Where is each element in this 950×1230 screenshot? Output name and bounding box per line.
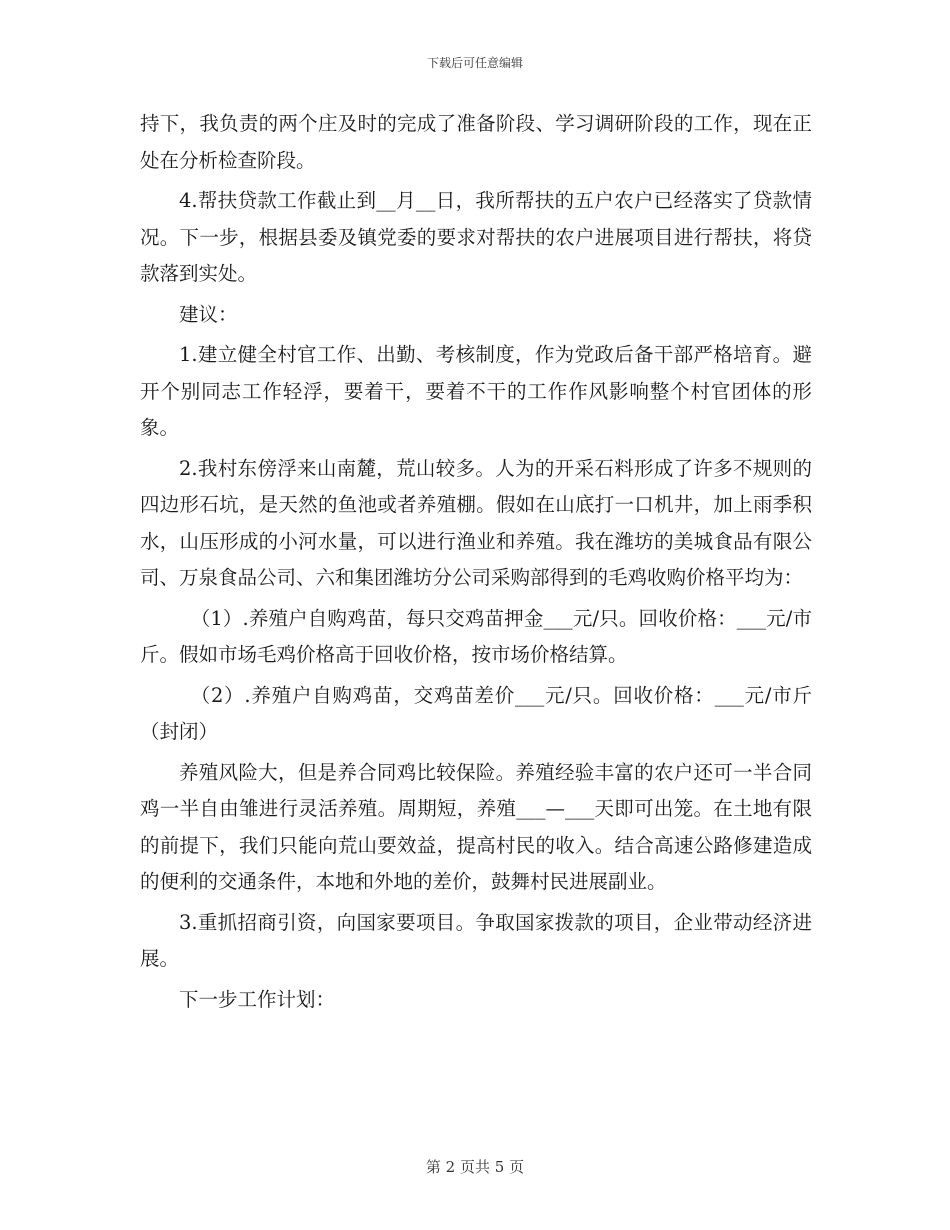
document-body [140,106,812,1018]
paragraph-suggestion-3: 3.重抓招商引资，向国家要项目。争取国家拨款的项目，企业带动经济进展。 [140,910,812,970]
paragraph-suggestion-1: 1.建立健全村官工作、出勤、考核制度，作为党政后备干部严格培育。避开个别同志工作轻浮，要着干，要着不干的工作作风影响整个村官团体的形象。 [140,343,812,439]
paragraph-suggestion-2: 2.我村东傍浮来山南麓，荒山较多。人为的开采石料形成了许多不规则的四边形石坑，是天然的鱼池或者养殖棚。假如在山底打一口机井，加上雨季积水，山压形成的小河水量，可以进行渔业和养殖。我在潍坊的美城食品有限公司、万泉食品公司、六和集团潍坊分公司采购部得到的毛鸡收购价格平均为： [140,456,812,589]
paragraph-pricing-option-2: （2）.养殖户自购鸡苗，交鸡苗差价___元/只。回收价格：___元/市斤（封闭） [140,683,812,743]
page-header: 下载后可任意编辑 [426,56,523,70]
heading-next-steps: 下一步工作计划： [179,987,336,1011]
paragraph-farming-risk: 养殖风险大，但是养合同鸡比较保险。养殖经验丰富的农户还可一半合同鸡一半自由雏进行灵活养殖。周期短，养殖___—___天即可出笼。在土地有限的前提下，我们只能向荒山要效益，提高村民的收入。结合高速公路修建造成的便利的交通条件，本地和外地的差价，鼓舞村民进展副业。 [140,760,812,893]
paragraph-loan-support: 4.帮扶贷款工作截止到__月__日，我所帮扶的五户农户已经落实了贷款情况。下一步，根据县委及镇党委的要求对帮扶的农户进展项目进行帮扶，将贷款落到实处。 [140,189,812,285]
heading-suggestions: 建议： [179,302,238,326]
paragraph-continuation: 持下，我负责的两个庄及时的完成了准备阶段、学习调研阶段的工作，现在正处在分析检查阶段。 [140,112,812,172]
page-number: 第 2 页共 5 页 [425,1158,525,1176]
paragraph-pricing-option-1: （1）.养殖户自购鸡苗，每只交鸡苗押金___元/只。回收价格：___元/市斤。假如市场毛鸡价格高于回收价格，按市场价格结算。 [140,606,812,666]
